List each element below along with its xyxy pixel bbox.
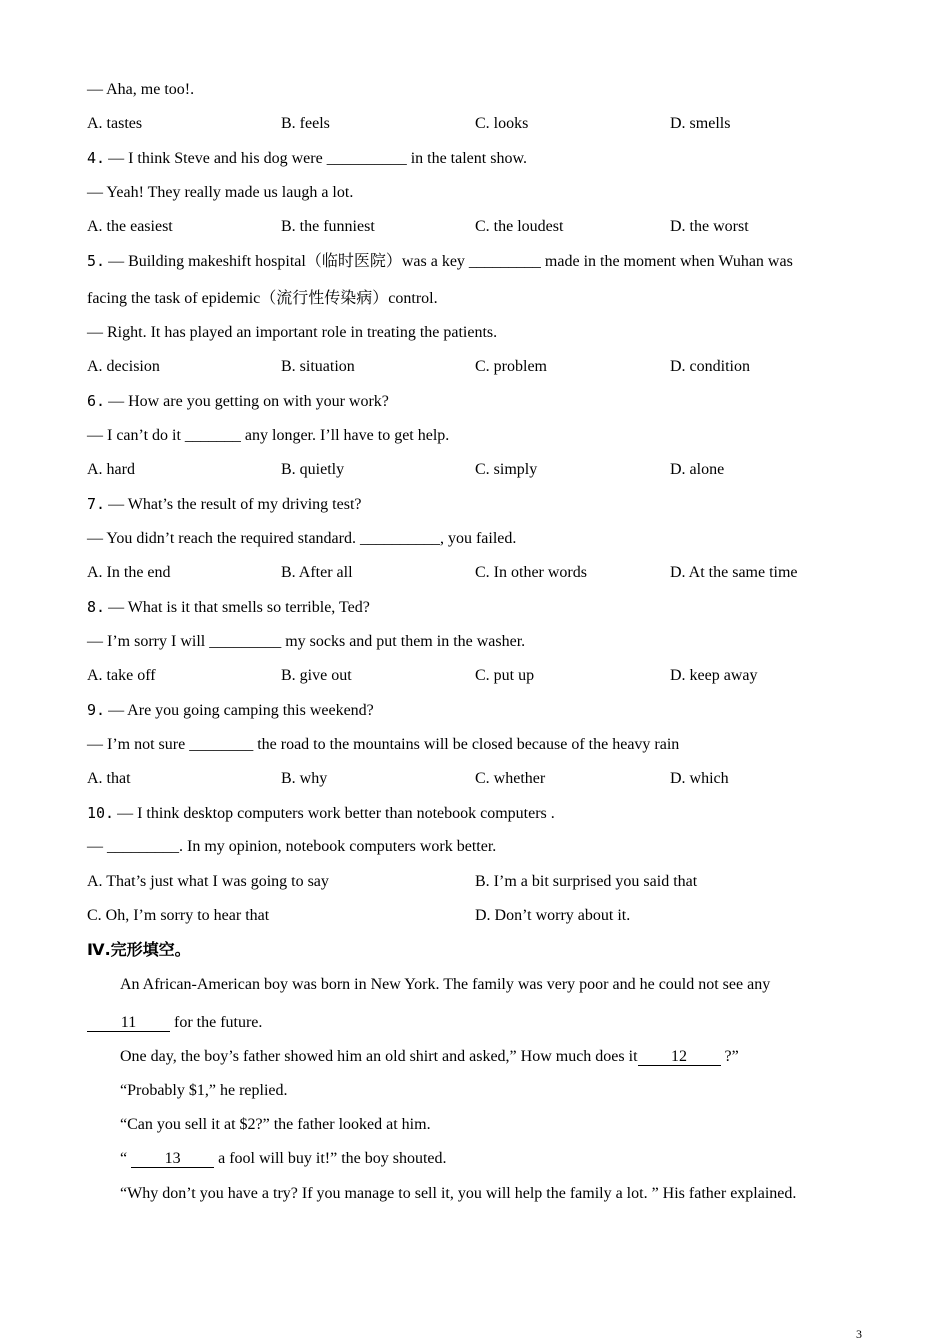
option-b: B. I’m a bit surprised you said that bbox=[475, 873, 698, 890]
passage-paragraph-2 bbox=[120, 1047, 739, 1067]
option-a: A. In the end bbox=[87, 564, 171, 581]
option-a: A. take off bbox=[87, 667, 156, 684]
prompt-text: — I think desktop computers work better than notebook computers . bbox=[117, 805, 555, 822]
option-b: B. situation bbox=[281, 358, 355, 375]
question-prompt bbox=[87, 391, 389, 411]
prompt-text: — Building makeshift hospital（临时医院）was a key _________ made in the moment when Wuhan was bbox=[108, 253, 793, 270]
passage-line: An African-American boy was born in New York. The family was very poor and he could not see any bbox=[120, 976, 771, 993]
passage-paragraph-3: “Probably $1,” he replied. bbox=[120, 1082, 288, 1099]
passage-text: One day, the boy’s father showed him an old shirt and asked,” How much does it bbox=[120, 1048, 638, 1065]
option-d: D. smells bbox=[670, 115, 731, 132]
prompt-continuation: facing the task of epidemic（流行性传染病）control. bbox=[87, 290, 438, 307]
option-b: B. why bbox=[281, 770, 328, 787]
passage-text: a fool will buy it!” the boy shouted. bbox=[214, 1150, 447, 1167]
question-number: 5. bbox=[87, 252, 106, 270]
question-number: 10. bbox=[87, 804, 115, 822]
prompt-text: — Are you going camping this weekend? bbox=[108, 702, 374, 719]
option-c: C. the loudest bbox=[475, 218, 564, 235]
option-d: D. condition bbox=[670, 358, 750, 375]
dialogue-reply: — _________. In my opinion, notebook computers work better. bbox=[87, 838, 497, 855]
dialogue-reply: — Yeah! They really made us laugh a lot. bbox=[87, 184, 354, 201]
question-number: 9. bbox=[87, 701, 106, 719]
option-d: D. keep away bbox=[670, 667, 758, 684]
option-a: A. hard bbox=[87, 461, 135, 478]
option-c: C. whether bbox=[475, 770, 546, 787]
prompt-text: — What is it that smells so terrible, Ted? bbox=[108, 599, 370, 616]
question-prompt bbox=[87, 251, 793, 271]
question-prompt bbox=[87, 700, 374, 720]
passage-text: ?” bbox=[720, 1048, 739, 1065]
option-d: D. At the same time bbox=[670, 564, 798, 581]
answer-blank-12: 12 bbox=[638, 1049, 721, 1066]
prompt-text: — I think Steve and his dog were __________ in the talent show. bbox=[108, 150, 527, 167]
answer-blank-13: 13 bbox=[131, 1151, 214, 1168]
option-a: A. tastes bbox=[87, 115, 143, 132]
passage-paragraph-4: “Can you sell it at $2?” the father looked at him. bbox=[120, 1116, 431, 1133]
dialogue-reply: — Right. It has played an important role in treating the patients. bbox=[87, 324, 498, 341]
dialogue-reply: — I can’t do it _______ any longer. I’ll have to get help. bbox=[87, 427, 450, 444]
option-a: A. that bbox=[87, 770, 131, 787]
question-number: 8. bbox=[87, 598, 106, 616]
option-b: B. feels bbox=[281, 115, 330, 132]
option-d: D. the worst bbox=[670, 218, 749, 235]
option-c: C. In other words bbox=[475, 564, 587, 581]
option-a: A. decision bbox=[87, 358, 160, 375]
option-b: B. After all bbox=[281, 564, 353, 581]
question-prompt bbox=[87, 148, 527, 168]
passage-text: “ bbox=[120, 1150, 132, 1167]
section-title: Ⅳ.完形填空。 bbox=[87, 940, 191, 959]
question-prompt bbox=[87, 803, 555, 823]
page-number: 3 bbox=[856, 1327, 862, 1341]
option-b: B. give out bbox=[281, 667, 352, 684]
option-a: A. That’s just what I was going to say bbox=[87, 873, 329, 890]
option-c: C. put up bbox=[475, 667, 535, 684]
question-prompt bbox=[87, 597, 370, 617]
dialogue-reply: — I’m sorry I will _________ my socks and put them in the washer. bbox=[87, 633, 526, 650]
answer-blank-11: 11 bbox=[87, 1015, 170, 1032]
option-c: C. simply bbox=[475, 461, 538, 478]
question-prompt bbox=[87, 494, 362, 514]
option-d: D. which bbox=[670, 770, 729, 787]
passage-line bbox=[87, 1013, 262, 1033]
option-d: D. Don’t worry about it. bbox=[475, 907, 631, 924]
passage-paragraph-6: “Why don’t you have a try? If you manage to sell it, you will help the family a lot. ” His father explained. bbox=[120, 1185, 797, 1202]
prompt-text: — How are you getting on with your work? bbox=[108, 393, 389, 410]
option-b: B. the funniest bbox=[281, 218, 375, 235]
question-number: 6. bbox=[87, 392, 106, 410]
passage-text: for the future. bbox=[170, 1014, 263, 1031]
question-number: 7. bbox=[87, 495, 106, 513]
question-number: 4. bbox=[87, 149, 106, 167]
option-a: A. the easiest bbox=[87, 218, 173, 235]
option-c: C. Oh, I’m sorry to hear that bbox=[87, 907, 270, 924]
option-c: C. problem bbox=[475, 358, 547, 375]
option-b: B. quietly bbox=[281, 461, 345, 478]
dialogue-reply: — Aha, me too!. bbox=[87, 81, 195, 98]
option-c: C. looks bbox=[475, 115, 529, 132]
dialogue-reply: — I’m not sure ________ the road to the mountains will be closed because of the heavy rain bbox=[87, 736, 680, 753]
dialogue-reply: — You didn’t reach the required standard. __________, you failed. bbox=[87, 530, 517, 547]
prompt-text: — What’s the result of my driving test? bbox=[108, 496, 362, 513]
option-d: D. alone bbox=[670, 461, 725, 478]
passage-paragraph-5 bbox=[120, 1149, 447, 1169]
